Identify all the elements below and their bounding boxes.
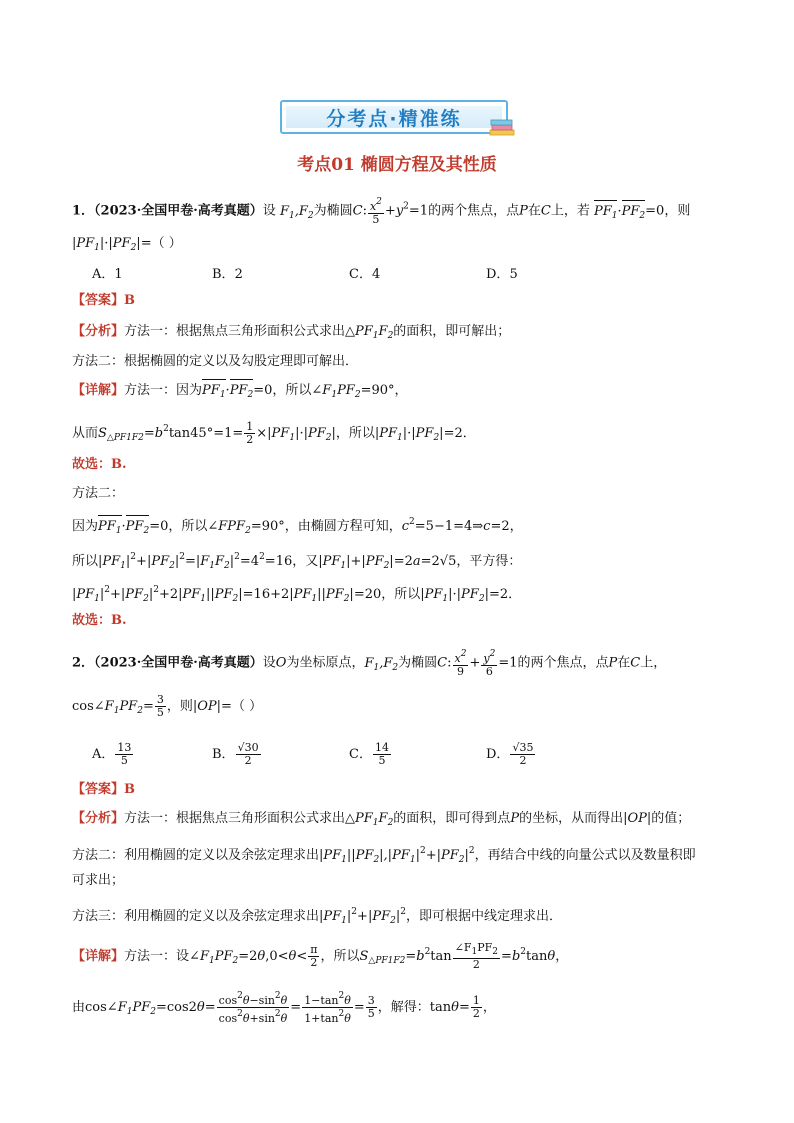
q2-answer: [72, 780, 135, 800]
q2-analysis-2: 方法二：利用椭圆的定义以及余弦定理求出$|PF_1||PF_2|,|PF_1|^2+|PF_2|^2$，再结合中线的向量公式以及数量积即: [72, 846, 696, 865]
section-title: 考点01 椭圆方程及其性质: [297, 155, 497, 175]
q2-text: 为椭圆: [398, 655, 438, 671]
q1-text: ，所以: [272, 383, 312, 398]
q2-text: 上，: [640, 655, 667, 671]
q2-text: ，即可根据中线定理求出．: [405, 909, 562, 924]
option-label: A．: [92, 267, 115, 282]
q2-text: 设: [262, 655, 276, 671]
q2-analysis-1: 【分析】方法一：根据焦点三角形面积公式求出$\triangle PF_1F_2$的面积，即可得到点P的坐标，从而得出|OP|的值；: [72, 811, 691, 828]
option-value: 4: [371, 267, 381, 282]
q1-choose-2: 故选：B.: [72, 613, 127, 628]
q2-option-d[interactable]: D． $\frac{√35}{2}$: [486, 741, 534, 767]
q1-source: （2023·全国甲卷·高考真题）: [94, 203, 263, 219]
q1-frac: $\frac{x^2}{5}$: [369, 197, 382, 226]
q2-text: 方法一：设: [124, 949, 190, 964]
q1-analysis-1: 【分析】方法一：根据焦点三角形面积公式求出$\triangle PF_1F_2$的面积，即可解出；: [72, 324, 511, 341]
q2-text: ，则: [166, 699, 193, 714]
q2-detail-1: 【详解】方法一：设$\angle F_1PF_2=2\theta,0<\theta<$ $\frac{\pi}{2}$ ，所以$S_{\triangle PF1F2}=b^2\tan$ $\frac{\angle F_1PF_2}{2}$ $=b^2\tan\theta$，: [72, 941, 569, 971]
q1-method2-line1: 因为$PF_1\cdot PF_2=0$，所以$\angle FPF_2=90^\circ$，由椭圆方程可知，$c^2=5-1=4\Rightarrow c=2$，: [72, 512, 523, 541]
q1-option-a[interactable]: [92, 265, 123, 285]
q1-answer: [72, 291, 135, 311]
q1-text: 方法二：根据椭圆的定义以及勾股定理即可解出．: [72, 354, 359, 369]
q2-text: 的坐标，从而得出: [519, 811, 624, 826]
option-value: 5: [509, 267, 518, 282]
q2-text: 为坐标原点，: [286, 655, 365, 671]
q2-text: 方法一：根据焦点三角形面积公式求出: [124, 811, 346, 826]
q1-text: 上，若: [550, 203, 590, 219]
analysis-tag: 【分析】: [72, 324, 125, 339]
q2-text: ，: [555, 949, 569, 964]
q1-text: ，所以: [381, 587, 421, 602]
q1-text: ，所以: [168, 519, 208, 534]
q1-math-dot: $PF_1\cdot PF_2$: [594, 204, 645, 219]
q1-text: 方法一：因为: [124, 383, 203, 398]
option-value: 2: [234, 267, 243, 282]
q1-text: 在: [527, 203, 541, 219]
q1-stem-line1: 1．（2023·全国甲卷·高考真题）设 $F_1,F_2$为椭圆C: $\frac{x^2}{5}$ $+y^2=1$的两个焦点，点P在C上，若 $PF_1\cdot PF_2=0$，则: [72, 197, 691, 226]
q2-text: 的值；: [651, 811, 691, 826]
q2-option-b[interactable]: B． $\frac{√30}{2}$: [212, 741, 259, 767]
q1-text: （ ）: [151, 236, 182, 251]
q1-analysis-2: [72, 352, 358, 372]
q1-text: ，所以: [335, 426, 375, 441]
q1-text: ，: [509, 519, 523, 534]
option-label: A．: [92, 747, 115, 762]
q2-source: （2023·全国甲卷·高考真题）: [94, 655, 263, 671]
q1-option-c[interactable]: [349, 265, 380, 285]
banner-title: 分考点·精准练: [326, 107, 462, 130]
q2-analysis-3: 方法三：利用椭圆的定义以及余弦定理求出$|PF_1|^2+|PF_2|^2$，即可根据中线定理求出．: [72, 907, 562, 926]
option-value: 1: [114, 267, 123, 282]
option-label: D．: [486, 747, 510, 762]
q2-text: 的两个焦点，点: [517, 655, 609, 671]
answer-tag: 【答案】: [72, 782, 125, 797]
q2-text: 在: [617, 655, 631, 671]
q2-text: （ ）: [231, 699, 263, 714]
q1-text: ，则: [664, 203, 691, 219]
q1-option-b[interactable]: [212, 265, 243, 285]
q1-stem-line2: $|PF_1|\cdot|PF_2|=$（ ）: [72, 236, 182, 253]
detail-tag: 【详解】: [72, 383, 125, 398]
q1-method2-line2: 所以$|PF_1|^2+|PF_2|^2=|F_1F_2|^2=4^2=16$，又$|PF_1|+|PF_2|=2a=2√5$，平方得：: [72, 552, 522, 571]
answer-value: B: [124, 782, 136, 797]
q2-text: 的面积，即可得到点: [393, 811, 511, 826]
option-label: D．: [486, 267, 510, 282]
q1-text: 的两个焦点，点: [428, 203, 520, 219]
q2-number: 2．: [72, 655, 95, 671]
q1-text: ，由椭圆方程可知，: [284, 519, 402, 534]
q2-stem-line1: 2．（2023·全国甲卷·高考真题）设O为坐标原点，$F_1,F_2$为椭圆C: $\frac{x^2}{9}$ + $\frac{y^2}{6}$ =1的两个焦点，点P在C上，: [72, 649, 667, 678]
q1-text: ，又: [292, 554, 319, 569]
q2-analysis-2-cont: 可求出；: [72, 873, 125, 888]
q1-math-ellipse: C: [352, 203, 363, 219]
answer-tag: 【答案】: [72, 293, 125, 308]
q2-text: ，解得：: [377, 1000, 430, 1015]
q2-option-a[interactable]: A． $\frac{13}{5}$: [92, 741, 132, 767]
option-label: B．: [212, 747, 235, 762]
section-banner: [280, 100, 508, 134]
q1-text: ，平方得：: [456, 554, 522, 569]
q1-number: 1．: [72, 203, 95, 219]
q1-text: ．: [462, 426, 476, 441]
q1-text: ，: [394, 383, 408, 398]
q2-text: ，再结合中线的向量公式以及数量积即: [474, 848, 696, 863]
q1-method2-label: 方法二：: [72, 486, 125, 501]
q1-text: 从而: [72, 426, 99, 441]
q2-detail-2: 由$\cos\angle F_1PF_2=\cos 2\theta=$ $\frac{\cos^2\theta-\sin^2\theta}{\cos^2\theta+\sin^2\theta}$ = $\frac{1-\tan^2\theta}{1+\tan^2\theta}$ = $\frac{3}{5}$ ，解得：tanθ= $\frac{1}{2}$ ，: [72, 991, 496, 1025]
option-label: C．: [349, 267, 372, 282]
q2-option-c[interactable]: C． $\frac{14}{5}$: [349, 741, 389, 767]
q1-text: 的面积，即可解出；: [393, 324, 511, 339]
option-label: B．: [212, 267, 235, 282]
q2-text: 方法三：利用椭圆的定义以及余弦定理求出: [72, 909, 320, 924]
q1-math-foci: $F_1,F_2$: [279, 203, 314, 221]
detail-tag: 【详解】: [72, 949, 125, 964]
answer-value: B: [124, 293, 136, 308]
books-icon: [488, 116, 516, 138]
q2-stem-line2: $\cos\angle F_1PF_2=$ $\frac{3}{5}$ ，则|OP|=（ ）: [72, 693, 263, 719]
q2-text: 方法二：利用椭圆的定义以及余弦定理求出: [72, 848, 320, 863]
q1-text: 所以: [72, 554, 99, 569]
q2-text: 由: [72, 1000, 86, 1015]
option-label: C．: [349, 747, 372, 762]
q2-text: ，所以: [320, 949, 360, 964]
q1-math-product: $|PF_1|\cdot|PF_2|$: [72, 236, 141, 253]
q2-text: ，: [482, 1000, 496, 1015]
q1-text: 方法一：根据焦点三角形面积公式求出: [124, 324, 346, 339]
q1-choose-1: 故选：B.: [72, 457, 127, 472]
q1-text: 因为: [72, 519, 99, 534]
q1-option-d[interactable]: [486, 265, 518, 285]
q1-text: 为椭圆: [313, 203, 353, 219]
q1-text: ．: [508, 587, 522, 602]
q1-text: 设: [262, 203, 276, 219]
q1-method2-line3: $|PF_1|^2+|PF_2|^2+2|PF_1||PF_2|=16+2|PF_1||PF_2|=20$，所以$|PF_1|\cdot|PF_2|=2$．: [72, 585, 522, 604]
q1-detail-1: 【详解】方法一：因为$PF_1\cdot PF_2=0$，所以$\angle F_1PF_2=90^\circ$，: [72, 381, 408, 405]
analysis-tag: 【分析】: [72, 811, 125, 826]
q1-detail-2: 从而$S_{\triangle PF1F2}=b^2\tan 45^\circ=1=$ $\frac{1}{2}$ $\times|PF_1|\cdot|PF_2|$，所以$|PF_1|\cdot|PF_2|=2$．: [72, 420, 476, 446]
